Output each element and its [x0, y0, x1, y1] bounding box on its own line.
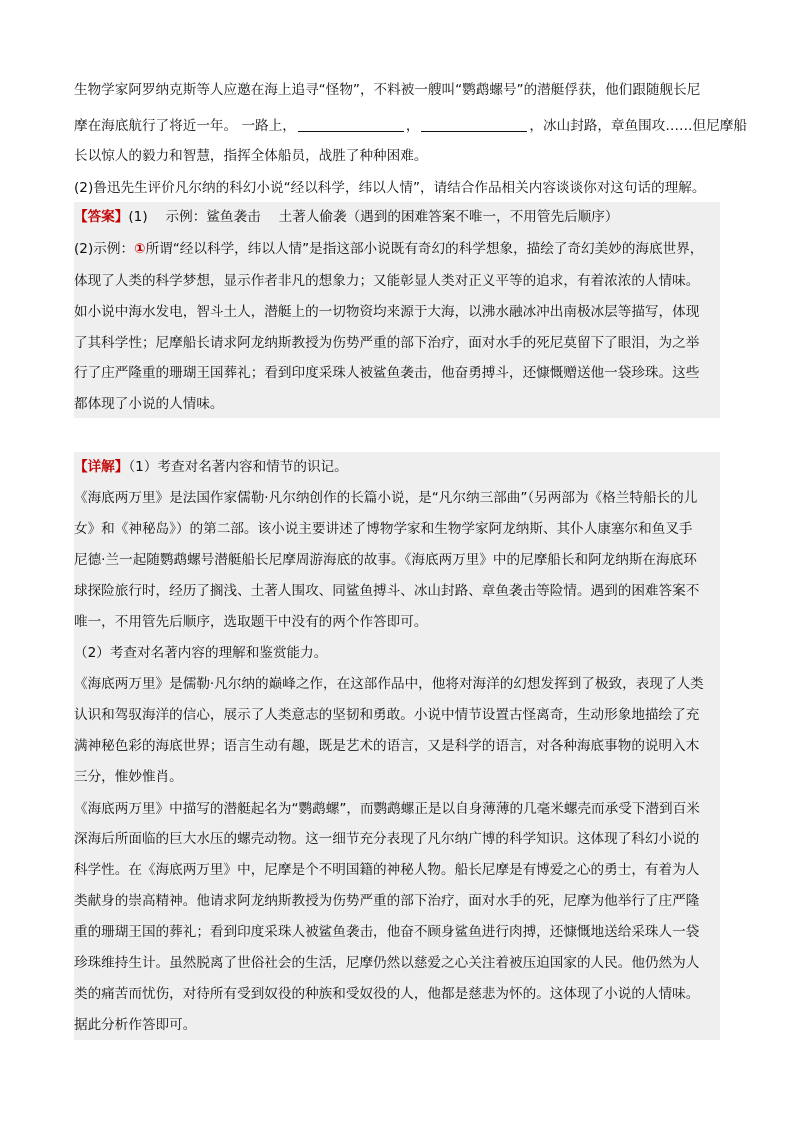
detail-1-head — [74, 456, 720, 478]
detail-1-line-3: 尼德·兰一起随鹦鹉螺号潜艇船长尼摩周游海底的故事。《海底两万里》中的尼摩船长和阿龙纳斯在海底环 — [74, 552, 697, 568]
detail-2-para2-line-1: 《海底两万里》中描写的潜艇起名为“鹦鹉螺”，而鹦鹉螺正是以自身薄薄的几毫米螺壳而承受下潜到百米 — [74, 801, 700, 817]
detail-2-para1-line-2: 认识和驾驭海洋的信心，展示了人类意志的坚韧和勇敢。小说中情节设置古怪离奇，生动形象地描绘了充 — [74, 707, 700, 723]
detail-2-para2-line-4: 类献身的崇高精神。他请求阿龙纳斯教授为伤势严重的部下治疗，面对水手的死，尼摩为他举行了庄严隆 — [74, 893, 700, 909]
detail-1-head-text: （1）考查对名著内容和情节的识记。 — [128, 459, 348, 475]
answer-2-line-5: 行了庄严隆重的珊瑚王国葬礼；看到印度采珠人被鲨鱼袭击，他奋勇搏斗，还慷慨赠送他一袋珍珠。这些 — [74, 365, 700, 381]
detail-2-para2-line-2: 深海后所面临的巨大水压的螺壳动物。这一细节充分表现了凡尔纳广博的科学知识。这体现了科幻小说的 — [74, 831, 700, 847]
detail-2-para2-line-7: 类的痛苦而忧伤，对待所有受到奴役的种族和受奴役的人，他都是慈悲为怀的。这体现了小说的人情味。 — [74, 986, 700, 1002]
detail-1-line-5: 唯一，不用管先后顺序，选取题干中没有的两个作答即可。 — [74, 614, 428, 630]
question-line-2-start: 摩在海底航行了将近一年。 一路上， — [74, 118, 296, 134]
question-2: (2)鲁迅先生评价凡尔纳的科幻小说“经以科学，纬以人情”，请结合作品相关内容谈谈你对这句话的理解。 — [74, 180, 706, 196]
circled-number: ① — [134, 241, 146, 257]
answer-1 — [74, 206, 720, 228]
answer-2-line-1 — [74, 238, 720, 260]
detail-1-line-1: 《海底两万里》是法国作家儒勒·凡尔纳创作的长篇小说，是“凡尔纳三部曲”（另两部为《格兰特船长的儿 — [74, 490, 698, 506]
question-line-2-end: ，冰山封路，章鱼围攻……但尼摩船 — [529, 118, 747, 134]
answer-2-line-2: 体现了人类的科学梦想，显示作者非凡的想象力；又能彰显人类对正义平等的追求，有着浓浓的人情味。 — [74, 273, 700, 289]
detail-label: 【详解】 — [74, 459, 129, 475]
answer-2-line-3: 如小说中海水发电，智斗土人，潜艇上的一切物资均来源于大海，以沸水融冰冲出南极冰层等描写，体现 — [74, 304, 700, 320]
detail-2-para2-line-5: 重的珊瑚王国的葬礼；看到印度采珠人被鲨鱼袭击，他奋不顾身鲨鱼进行肉搏，还慷慨地送给采珠人一袋 — [74, 924, 700, 940]
answer-1-text: (1) 示例：鲨鱼袭击 土著人偷袭（遇到的困难答案不唯一，不用管先后顺序） — [128, 209, 619, 225]
answer-2-prefix: (2)示例： — [74, 241, 135, 257]
detail-1-line-2: 女》和《神秘岛》）的第二部。该小说主要讲述了博物学家和生物学家阿龙纳斯、其仆人康塞尔和鱼叉手 — [74, 521, 693, 537]
detail-2-para2-line-3: 科学性。在《海底两万里》中，尼摩是个不明国籍的神秘人物。船长尼摩是有博爱之心的勇士，有着为人 — [74, 862, 700, 878]
answer-label: 【答案】 — [74, 209, 129, 225]
question-line-1: 生物学家阿罗纳克斯等人应邀在海上追寻“怪物”，不料被一艘叫“鹦鹉螺号”的潜艇俘获，他们跟随舰长尼 — [74, 82, 701, 98]
detail-2-para2-line-8: 据此分析作答即可。 — [74, 1017, 197, 1033]
detail-2-para1-line-3: 满神秘色彩的海底世界；语言生动有趣，既是艺术的语言，又是科学的语言，对各种海底事物的说明入木 — [74, 738, 700, 754]
detail-2-para1-line-1: 《海底两万里》是儒勒·凡尔纳的巅峰之作，在这部作品中，他将对海洋的幻想发挥到了极致，表现了人类 — [74, 676, 704, 692]
blank-separator: ， — [405, 118, 420, 134]
detail-2-para2-line-6: 珍珠维持生计。虽然脱离了世俗社会的生活，尼摩仍然以慈爱之心关注着被压迫国家的人民。他仍然为人 — [74, 955, 700, 971]
detail-1-line-4: 球探险旅行时，经历了搁浅、土著人围攻、同鲨鱼搏斗、冰山封路、章鱼袭击等险情。遇到的困难答案不 — [74, 583, 700, 599]
detail-2-para1-line-4: 三分，惟妙惟肖。 — [74, 769, 183, 785]
answer-blank-2 — [421, 117, 527, 132]
answer-2-line-6: 都体现了小说的人情味。 — [74, 396, 224, 412]
answer-2-text: 所谓“经以科学，纬以人情”是指这部小说既有奇幻的科学想象，描绘了奇幻美妙的海底世界， — [145, 241, 704, 257]
question-line-3: 长以惊人的毅力和智慧，指挥全体船员，战胜了种种困难。 — [74, 148, 428, 164]
answer-blank-1 — [298, 117, 404, 132]
answer-2-line-4: 了其科学性；尼摩船长请求阿龙纳斯教授为伤势严重的部下治疗，面对水手的死尼莫留下了眼泪，为之举 — [74, 335, 700, 351]
question-line-2 — [74, 115, 747, 137]
detail-2-head: （2）考查对名著内容的理解和鉴赏能力。 — [74, 645, 328, 661]
